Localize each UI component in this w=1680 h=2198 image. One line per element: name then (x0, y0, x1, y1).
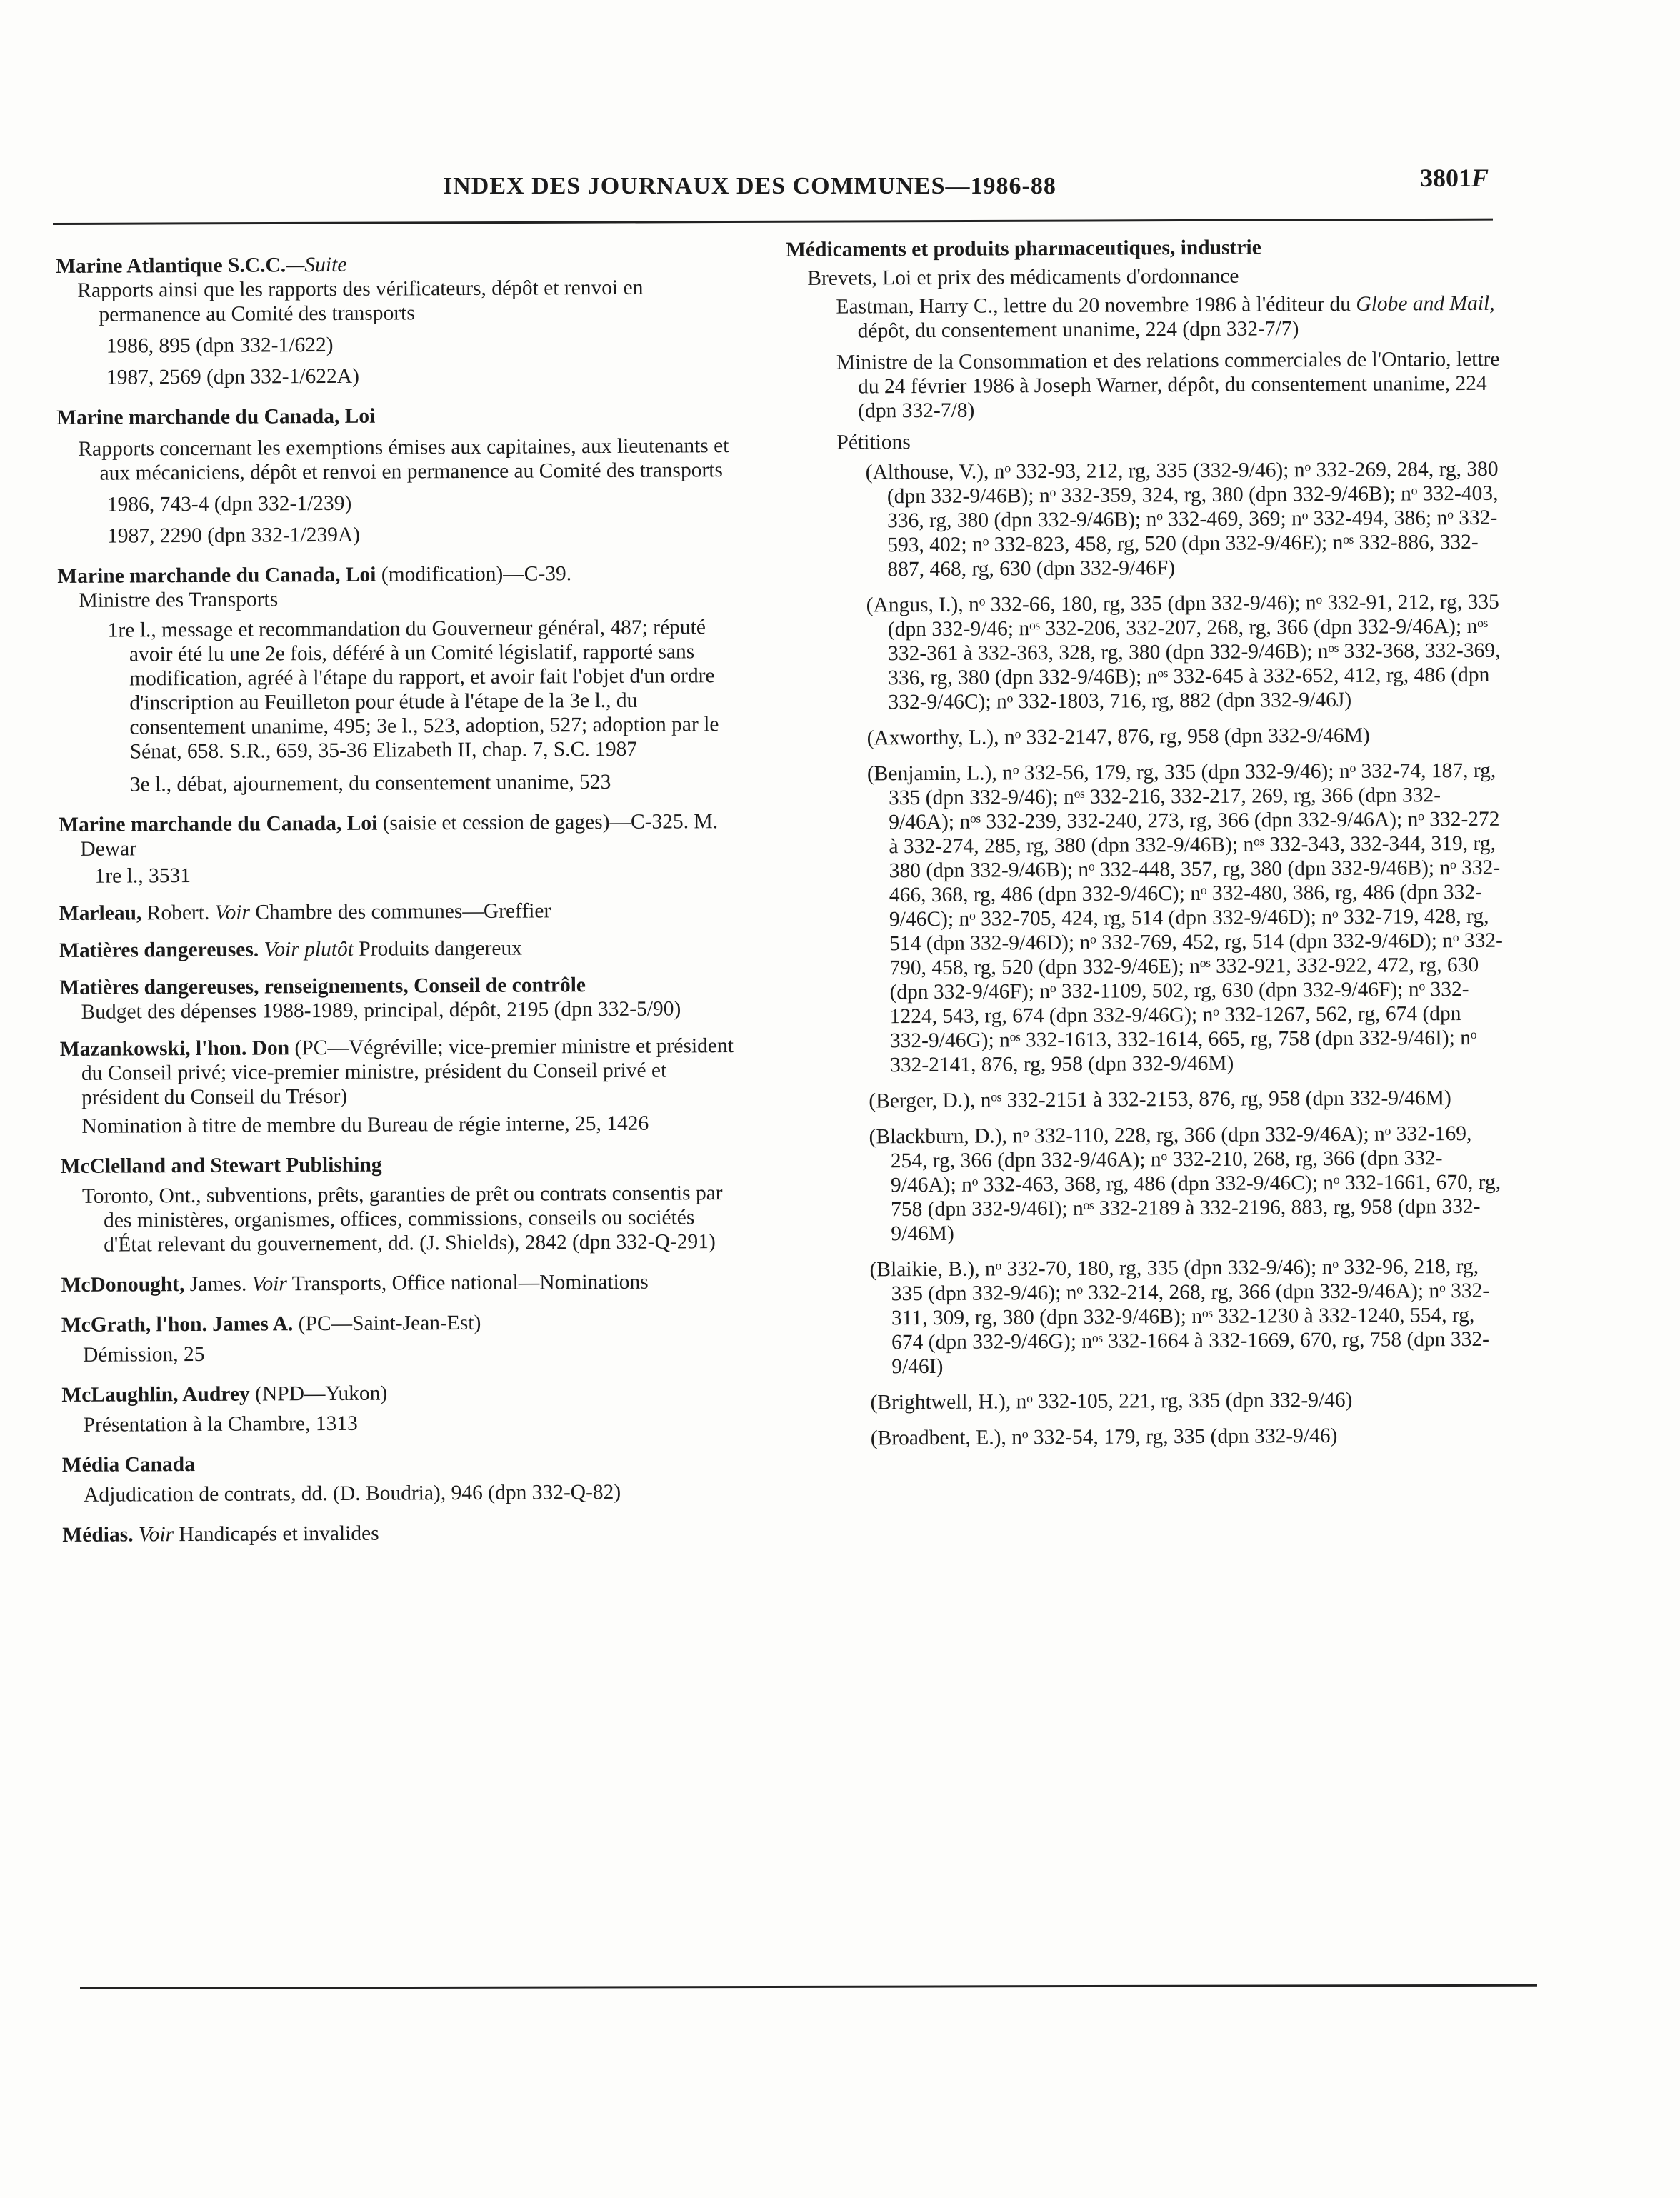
entry-sponsor: Ministre des Transports (79, 588, 279, 612)
entry-subheading: Pétitions (836, 431, 911, 454)
petition-item: (Benjamin, L.), nᵒ 332-56, 179, rg, 335 (dpn 332-9/46); nᵒ 332-74, 187, rg, 335 (dpn 332-9/46); nᵒˢ 332-216, 332-217, 269, rg, 366 (dpn 332-9/46A); nᵒˢ 332-239, 332-240, 273, rg, 366 (dpn 332-9/46A); nᵒ 332-272 à 332-274, 285, rg, 380 (dpn 332-9/46B); nᵒˢ 332-343, 332-344, 319, rg, 380 (dpn 332-9/46B); nᵒ 332-448, 357, rg, 380 (dpn 332-9/46B); nᵒ 332-466, 368, rg, 486 (dpn 332-9/46C); nᵒ 332-480, 386, rg, 486 (dpn 332-9/46C); nᵒ 332-705, 424, rg, 514 (dpn 332-9/46D); nᵒ 332-719, 428, rg, 514 (dpn 332-9/46D); nᵒ 332-769, 452, rg, 514 (dpn 332-9/46D); nᵒ 332-790, 458, rg, 520 (dpn 332-9/46E); nᵒˢ 332-921, 332-922, 472, rg, 630 (dpn 332-9/46F); nᵒ 332-1109, 502, rg, 630 (dpn 332-9/46F); nᵒ 332-1224, 543, rg, 674 (dpn 332-9/46G); nᵒ 332-1267, 562, rg, 674 (dpn 332-9/46G); nᵒˢ 332-1613, 332-1614, 665, rg, 758 (dpn 332-9/46I); nᵒ 332-2141, 876, rg, 958 (dpn 332-9/46M) (866, 759, 1504, 1077)
index-entry (59, 972, 745, 1024)
entry-subheading: Nomination à titre de membre du Bureau de régie interne, 25, 1426 (81, 1112, 649, 1138)
petition-item: (Althouse, V.), nᵒ 332-93, 212, rg, 335 (332-9/46); nᵒ 332-269, 284, rg, 380 (dpn 332-9/46B); nᵒ 332-359, 324, rg, 380 (dpn 332-9/46B); nᵒ 332-403, 336, rg, 380 (dpn 332-9/46B); nᵒ 332-469, 369; nᵒ 332-494, 386; nᵒ 332-593, 402; nᵒ 332-823, 458, rg, 520 (dpn 332-9/46E); nᵒˢ 332-886, 332-887, 468, rg, 630 (dpn 332-9/46F) (865, 457, 1499, 581)
entry-heading: Marine marchande du Canada, Loi (57, 563, 376, 588)
entry-reference: 1re l., message et recommandation du Gouverneur général, 487; réputé avoir été lu une 2e fois, déféré à un Comité législatif, rapporté sans modification, agréé à l'étape du rapport, et avoir fait l'objet d'un ordre d'inscription au Feuilleton pour étude à l'étape de la 3e l., du consentement unanime, 495; 3e l., 523, adoption, 527; adoption par le Sénat, 658. S.R., 659, 35-36 Elizabeth II, chap. 7, S.C. 1987 (107, 616, 719, 764)
entry-reference: 1986, 743-4 (dpn 332-1/239) (106, 491, 352, 516)
entry-subheading: Présentation à la Chambre, 1313 (83, 1412, 358, 1437)
entry-heading: Médias. (62, 1523, 134, 1547)
index-entry: Mazankowski, l'hon. Don (PC—Végréville; vice-premier ministre et président du Conseil privé; vice-premier ministre, président du Conseil privé et président du Conseil du Trésor) Nomination à titre de membre du Bureau de régie interne, 25, 1426 (60, 1034, 746, 1139)
index-entry: Marine marchande du Canada, Loi (modification)—C-39. Ministre des Transports 1re l., message et recommandation du Gouverneur général, 487; réputé avoir été lu une 2e fois, déféré à un Comité législatif, rapporté sans modification, agréé à l'étape du rapport, et avoir fait l'objet d'un ordre d'inscription au Feuilleton pour étude à l'étape de la 3e l., du consentement unanime, 495; 3e l., 523, adoption, 527; adoption par le Sénat, 658. S.R., 659, 35-36 Elizabeth II, chap. 7, S.C. 1987 3e l., débat, ajournement, du consentement unanime, 523 (57, 561, 744, 797)
index-entry: McLaughlin, Audrey (NPD—Yukon) Présentation à la Chambre, 1313 (61, 1379, 747, 1437)
entry-heading: Matières dangereuses. (59, 938, 259, 962)
petition-item: (Blaikie, B.), nᵒ 332-70, 180, rg, 335 (dpn 332-9/46); nᵒ 332-96, 218, rg, 335 (dpn 332-9/46); nᵒ 332-214, 268, rg, 366 (dpn 332-9/46A); nᵒ 332-311, 309, rg, 380 (dpn 332-9/46B); nᵒˢ 332-1230 à 332-1240, 554, rg, 674 (dpn 332-9/46G); nᵒˢ 332-1664 à 332-1669, 670, rg, 758 (dpn 332-9/46I) (869, 1254, 1490, 1379)
entry-heading: Médicaments et produits pharmaceutiques, industrie (786, 236, 1261, 261)
header-rule (53, 219, 1493, 225)
petition-item: (Angus, I.), nᵒ 332-66, 180, rg, 335 (dpn 332-9/46); nᵒ 332-91, 212, rg, 335 (dpn 332-9/46; nᵒˢ 332-206, 332-207, 268, rg, 366 (dpn 332-9/46A); nᵒˢ 332-361 à 332-363, 328, rg, 380 (dpn 332-9/46B); nᵒˢ 332-368, 332-369, 336, rg, 380 (dpn 332-9/46B); nᵒˢ 332-645 à 332-652, 412, rg, 486 (dpn 332-9/46C); nᵒ 332-1803, 716, rg, 882 (dpn 332-9/46J) (866, 590, 1501, 714)
entry-subheading: Brevets, Loi et prix des médicaments d'ordonnance (807, 264, 1239, 290)
petition-item: (Blackburn, D.), nᵒ 332-110, 228, rg, 366 (dpn 332-9/46A); nᵒ 332-169, 254, rg, 366 (dpn 332-9/46A); nᵒ 332-210, 268, rg, 366 (dpn 332-9/46A); nᵒ 332-463, 368, rg, 486 (dpn 332-9/46C); nᵒ 332-1661, 670, rg, 758 (dpn 332-9/46I); nᵒˢ 332-2189 à 332-2196, 883, rg, 958 (dpn 332-9/46M) (869, 1122, 1501, 1246)
entry-heading: Média Canada (61, 1453, 196, 1477)
entry-reference: 3e l., débat, ajournement, du consentement unanime, 523 (129, 770, 611, 796)
entry-reference: 1re l., 3531 (94, 864, 191, 888)
entry-heading: Matières dangereuses, renseignements, Conseil de contrôle (59, 974, 586, 999)
entry-heading: McClelland and Stewart Publishing (60, 1153, 382, 1178)
index-entry: Marleau, Robert. Voir Chambre des communes—Greffier (59, 899, 551, 925)
entry-heading: Marine marchande du Canada, Loi (56, 404, 376, 429)
index-entry: Médias. Voir Handicapés et invalides (62, 1522, 379, 1547)
entry-reference: 1987, 2569 (dpn 332-1/622A) (106, 364, 359, 389)
index-entry (56, 402, 743, 549)
entry-subheading: Rapports concernant les exemptions émises aux capitaines, aux lieutenants et aux mécaniciens, dépôt et renvoi en permanence au Comité des transports (78, 434, 729, 485)
index-entry: Marine marchande du Canada, Loi (saisie et cession de gages)—C-325. M. Dewar 1re l., 3531 (59, 809, 745, 889)
entry-heading: Marine Atlantique S.C.C. (56, 254, 286, 278)
entry-subheading: Budget des dépenses 1988-1989, principal, dépôt, 2195 (dpn 332-5/90) (81, 997, 681, 1024)
entry-subheading: Démission, 25 (82, 1342, 205, 1367)
index-entry (62, 1449, 748, 1507)
page-number: 3801F (1419, 164, 1489, 192)
petition-item: (Axworthy, L.), nᵒ 332-2147, 876, rg, 958 (dpn 332-9/46M) (866, 724, 1370, 750)
petition-list (787, 457, 1506, 1451)
entry-subheading: Adjudication de contrats, dd. (D. Boudria), 946 (dpn 332-Q-82) (84, 1480, 621, 1507)
index-entry (61, 1151, 747, 1257)
right-column (786, 234, 1506, 1451)
entry-heading: McDonought, (61, 1273, 185, 1297)
petition-item: (Berger, D.), nᵒˢ 332-2151 à 332-2153, 876, rg, 958 (dpn 332-9/46M) (869, 1086, 1451, 1113)
entry-subheading: Toronto, Ont., subventions, prêts, garanties de prêt ou contrats consentis par des ministères, organismes, offices, commissions, conseils ou sociétés d'État relevant du gouvernement, dd. (J. Shields), 2842 (dpn 332-Q-291) (81, 1182, 723, 1257)
index-entry: Matières dangereuses. Voir plutôt Produits dangereux (59, 936, 523, 962)
left-column (56, 251, 749, 1560)
petition-item: (Broadbent, E.), nᵒ 332-54, 179, rg, 335 (dpn 332-9/46) (870, 1424, 1338, 1450)
index-entry: McGrath, l'hon. James A. (PC—Saint-Jean-Est) Démission, 25 (61, 1309, 747, 1367)
entry-subitem: Eastman, Harry C., lettre du 20 novembre 1986 à l'éditeur du Globe and Mail, dépôt, du consentement unanime, 224 (dpn 332-7/7) (836, 291, 1495, 343)
entry-heading: McLaughlin, Audrey (61, 1382, 250, 1407)
footer-rule (80, 1984, 1537, 1989)
entry-heading: Mazankowski, l'hon. Don (59, 1036, 290, 1061)
page-header-title: INDEX DES JOURNAUX DES COMMUNES—1986-88 (443, 173, 1056, 199)
entry-heading: Marleau, (59, 901, 142, 925)
entry-reference: 1987, 2290 (dpn 332-1/239A) (106, 523, 361, 548)
entry-reference: 1986, 895 (dpn 332-1/622) (106, 333, 334, 358)
entry-heading: Marine marchande du Canada, Loi (59, 811, 378, 836)
entry-subitem: Ministre de la Consommation et des relations commerciales de l'Ontario, lettre du 24 février 1986 à Joseph Warner, dépôt, du consentement unanime, 224 (dpn 332-7/8) (836, 347, 1500, 423)
entry-subheading: Rapports ainsi que les rapports des vérificateurs, dépôt et renvoi en permanence au Comité des transports (77, 276, 644, 326)
index-entry: Marine Atlantique S.C.C.—Suite Rapports ainsi que les rapports des vérificateurs, dépôt et renvoi en permanence au Comité des transports 1986, 895 (dpn 332-1/622) 1987, 2569 (dpn 332-1/622A) (56, 251, 742, 390)
entry-heading: McGrath, l'hon. James A. (61, 1312, 294, 1337)
petition-item: (Brightwell, H.), nᵒ 332-105, 221, rg, 335 (dpn 332-9/46) (870, 1388, 1353, 1414)
index-entry: McDonought, James. Voir Transports, Office national—Nominations (61, 1270, 649, 1297)
